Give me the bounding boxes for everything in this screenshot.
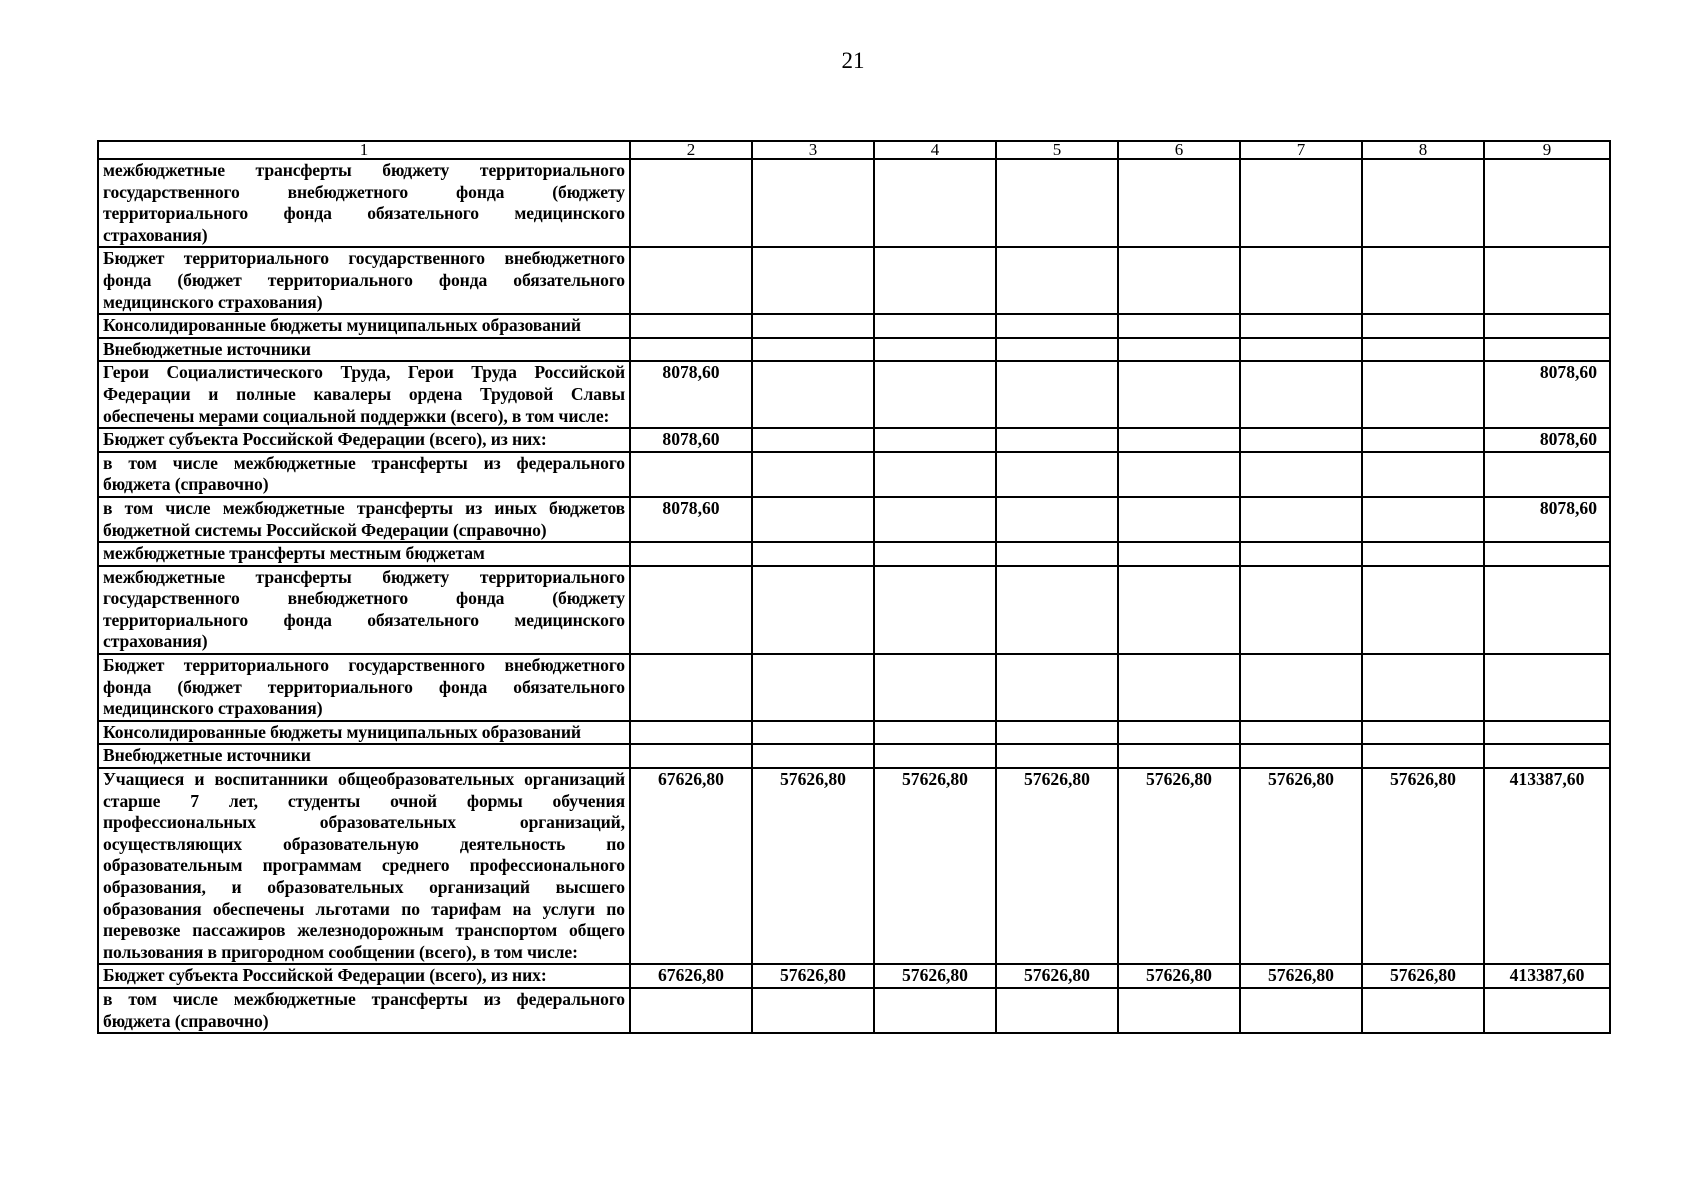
value-cell: [630, 542, 752, 566]
value-cell: [996, 744, 1118, 768]
value-cell: [1118, 744, 1240, 768]
table-row: [98, 314, 1610, 338]
value-cell: [1240, 247, 1362, 314]
column-header: 8: [1362, 141, 1484, 159]
row-label: в том числе межбюджетные трансферты из федерального бюджета (справочно): [98, 452, 630, 497]
table-row: [98, 542, 1610, 566]
value-cell: [752, 361, 874, 428]
value-cell: [630, 247, 752, 314]
row-label: Консолидированные бюджеты муниципальных образований: [98, 314, 630, 338]
table-row: [98, 964, 1610, 988]
value-cell: 413387,60: [1484, 768, 1610, 964]
value-cell: [1484, 452, 1610, 497]
value-cell: [752, 654, 874, 721]
value-cell: [752, 744, 874, 768]
value-cell: 8078,60: [630, 497, 752, 542]
value-cell: [1240, 361, 1362, 428]
value-cell: [1362, 542, 1484, 566]
value-cell: [1484, 314, 1610, 338]
value-cell: [630, 452, 752, 497]
table-row: [98, 988, 1610, 1033]
value-cell: [996, 338, 1118, 362]
value-cell: [1362, 361, 1484, 428]
value-cell: [996, 566, 1118, 654]
value-cell: [752, 314, 874, 338]
value-cell: 57626,80: [996, 964, 1118, 988]
value-cell: [874, 338, 996, 362]
value-cell: [996, 542, 1118, 566]
row-label: межбюджетные трансферты бюджету территориального государственного внебюджетного фонда (бюджету территориального фонда обязательного медицинского страхования): [98, 159, 630, 247]
value-cell: [1118, 497, 1240, 542]
value-cell: [1118, 566, 1240, 654]
value-cell: [996, 452, 1118, 497]
column-header: 1: [98, 141, 630, 159]
column-header: 6: [1118, 141, 1240, 159]
value-cell: [1484, 338, 1610, 362]
value-cell: [1484, 654, 1610, 721]
value-cell: [752, 338, 874, 362]
value-cell: [996, 314, 1118, 338]
value-cell: [1362, 654, 1484, 721]
row-label: Бюджет субъекта Российской Федерации (всего), из них:: [98, 428, 630, 452]
value-cell: [752, 721, 874, 745]
table-row: [98, 768, 1610, 964]
value-cell: [630, 338, 752, 362]
value-cell: [630, 566, 752, 654]
value-cell: 67626,80: [630, 768, 752, 964]
value-cell: [1362, 159, 1484, 247]
value-cell: [1118, 654, 1240, 721]
value-cell: [1118, 159, 1240, 247]
row-label: Бюджет территориального государственного внебюджетного фонда (бюджет территориального фонда обязательного медицинского страхования): [98, 247, 630, 314]
value-cell: [1118, 338, 1240, 362]
value-cell: 57626,80: [874, 768, 996, 964]
value-cell: [1240, 338, 1362, 362]
value-cell: [630, 159, 752, 247]
value-cell: [996, 721, 1118, 745]
value-cell: 57626,80: [1240, 768, 1362, 964]
value-cell: [1118, 428, 1240, 452]
value-cell: [1362, 721, 1484, 745]
table-row: [98, 721, 1610, 745]
value-cell: [752, 566, 874, 654]
table-row: [98, 744, 1610, 768]
value-cell: [752, 247, 874, 314]
row-label: Консолидированные бюджеты муниципальных образований: [98, 721, 630, 745]
budget-table: [97, 140, 1611, 1034]
value-cell: [1240, 744, 1362, 768]
value-cell: [1240, 314, 1362, 338]
column-header: 5: [996, 141, 1118, 159]
value-cell: [1484, 159, 1610, 247]
value-cell: [630, 988, 752, 1033]
value-cell: 8078,60: [630, 361, 752, 428]
value-cell: 57626,80: [752, 964, 874, 988]
value-cell: [1118, 247, 1240, 314]
value-cell: [996, 361, 1118, 428]
value-cell: 8078,60: [630, 428, 752, 452]
row-label: Учащиеся и воспитанники общеобразовательных организаций старше 7 лет, студенты очной формы обучения профессиональных образовательных организаций, осуществляющих образовательную деятельность по образовательным программам среднего профессионального образования, и образовательных организаций высшего образования обеспечены льготами по тарифам на услуги по перевозке пассажиров железнодорожным транспортом общего пользования в пригородном сообщении (всего), в том числе:: [98, 768, 630, 964]
table-row: [98, 159, 1610, 247]
value-cell: [1362, 988, 1484, 1033]
row-label: Герои Социалистического Труда, Герои Труда Российской Федерации и полные кавалеры ордена Трудовой Славы обеспечены мерами социальной поддержки (всего), в том числе:: [98, 361, 630, 428]
value-cell: [1362, 314, 1484, 338]
table-row: [98, 566, 1610, 654]
value-cell: [996, 654, 1118, 721]
value-cell: 8078,60: [1484, 428, 1610, 452]
value-cell: [1118, 361, 1240, 428]
value-cell: [874, 542, 996, 566]
value-cell: [1484, 247, 1610, 314]
table-row: [98, 338, 1610, 362]
value-cell: [874, 159, 996, 247]
table-row: [98, 428, 1610, 452]
value-cell: 57626,80: [1362, 964, 1484, 988]
value-cell: [996, 159, 1118, 247]
value-cell: [630, 314, 752, 338]
value-cell: [1118, 452, 1240, 497]
table-row: [98, 247, 1610, 314]
column-header: 2: [630, 141, 752, 159]
value-cell: 57626,80: [1118, 964, 1240, 988]
value-cell: [874, 361, 996, 428]
value-cell: 67626,80: [630, 964, 752, 988]
value-cell: [874, 247, 996, 314]
value-cell: [1484, 542, 1610, 566]
value-cell: [1362, 338, 1484, 362]
row-label: Внебюджетные источники: [98, 338, 630, 362]
value-cell: [874, 988, 996, 1033]
value-cell: [752, 159, 874, 247]
value-cell: [1240, 721, 1362, 745]
budget-table-container: [97, 140, 1609, 1034]
page-number: 21: [841, 48, 865, 73]
value-cell: [752, 497, 874, 542]
table-row: [98, 654, 1610, 721]
value-cell: 57626,80: [996, 768, 1118, 964]
value-cell: [752, 542, 874, 566]
column-header: 9: [1484, 141, 1610, 159]
value-cell: [630, 744, 752, 768]
value-cell: 8078,60: [1484, 497, 1610, 542]
value-cell: [1484, 566, 1610, 654]
column-header: 7: [1240, 141, 1362, 159]
column-header: 4: [874, 141, 996, 159]
value-cell: [1240, 566, 1362, 654]
value-cell: [874, 428, 996, 452]
value-cell: [752, 428, 874, 452]
value-cell: [996, 988, 1118, 1033]
value-cell: [1118, 314, 1240, 338]
value-cell: [1484, 988, 1610, 1033]
value-cell: [874, 314, 996, 338]
value-cell: [1362, 452, 1484, 497]
value-cell: [1362, 428, 1484, 452]
value-cell: [874, 744, 996, 768]
value-cell: 57626,80: [1118, 768, 1240, 964]
value-cell: [1118, 721, 1240, 745]
value-cell: [630, 721, 752, 745]
column-header: 3: [752, 141, 874, 159]
value-cell: 413387,60: [1484, 964, 1610, 988]
value-cell: [996, 428, 1118, 452]
value-cell: [1362, 744, 1484, 768]
value-cell: [1362, 247, 1484, 314]
row-label: межбюджетные трансферты местным бюджетам: [98, 542, 630, 566]
value-cell: [1362, 497, 1484, 542]
value-cell: [874, 721, 996, 745]
table-row: [98, 361, 1610, 428]
value-cell: [874, 497, 996, 542]
row-label: в том числе межбюджетные трансферты из федерального бюджета (справочно): [98, 988, 630, 1033]
value-cell: [752, 452, 874, 497]
row-label: в том числе межбюджетные трансферты из иных бюджетов бюджетной системы Российской Федерации (справочно): [98, 497, 630, 542]
value-cell: [1240, 428, 1362, 452]
value-cell: [630, 654, 752, 721]
row-label: межбюджетные трансферты бюджету территориального государственного внебюджетного фонда (бюджету территориального фонда обязательного медицинского страхования): [98, 566, 630, 654]
value-cell: 57626,80: [1362, 768, 1484, 964]
value-cell: [1484, 744, 1610, 768]
value-cell: [996, 497, 1118, 542]
value-cell: [996, 247, 1118, 314]
value-cell: [874, 566, 996, 654]
value-cell: 57626,80: [874, 964, 996, 988]
row-label: Бюджет субъекта Российской Федерации (всего), из них:: [98, 964, 630, 988]
value-cell: [1240, 988, 1362, 1033]
table-row: [98, 452, 1610, 497]
table-row: [98, 497, 1610, 542]
row-label: Бюджет территориального государственного внебюджетного фонда (бюджет территориального фонда обязательного медицинского страхования): [98, 654, 630, 721]
value-cell: [1118, 542, 1240, 566]
value-cell: [1240, 542, 1362, 566]
header-row: [98, 141, 1610, 159]
value-cell: [1118, 988, 1240, 1033]
value-cell: [1240, 159, 1362, 247]
value-cell: [752, 988, 874, 1033]
value-cell: 57626,80: [752, 768, 874, 964]
value-cell: 8078,60: [1484, 361, 1610, 428]
value-cell: [874, 654, 996, 721]
value-cell: [874, 452, 996, 497]
row-label: Внебюджетные источники: [98, 744, 630, 768]
value-cell: [1484, 721, 1610, 745]
value-cell: [1240, 497, 1362, 542]
value-cell: [1240, 654, 1362, 721]
value-cell: 57626,80: [1240, 964, 1362, 988]
value-cell: [1240, 452, 1362, 497]
value-cell: [1362, 566, 1484, 654]
